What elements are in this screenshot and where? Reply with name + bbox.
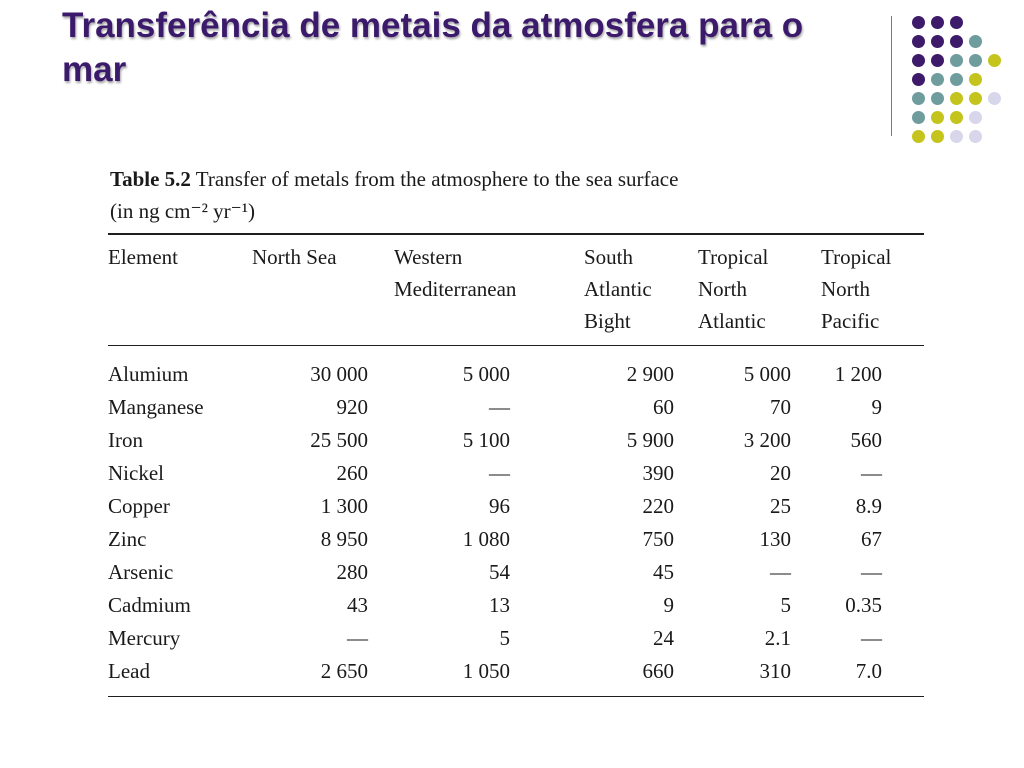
value-cell: 5 (499, 626, 510, 650)
value-cell: 1 300 (320, 494, 368, 518)
value-cell: 20 (770, 461, 791, 485)
value-cell: 310 (759, 659, 791, 683)
title-divider (891, 16, 892, 136)
value-cell: 9 (871, 395, 882, 419)
element-name-cell: Iron (108, 428, 143, 452)
element-name-cell: Lead (108, 659, 150, 683)
value-cell: 560 (850, 428, 882, 452)
value-cell: — (347, 626, 368, 650)
header-north-sea: North Sea (252, 245, 337, 269)
value-cell: 5 (780, 593, 791, 617)
value-cell: 920 (336, 395, 368, 419)
table-caption-text: Transfer of metals from the atmosphere to the sea surface (195, 167, 679, 191)
value-cell: — (489, 395, 510, 419)
element-name-cell: Zinc (108, 527, 147, 551)
value-cell: — (861, 461, 882, 485)
table-row (108, 655, 924, 696)
value-cell: 1 200 (834, 362, 882, 386)
value-cell: 1 080 (462, 527, 510, 551)
slide-title: Transferência de metais da atmosfera para o mar (62, 6, 804, 89)
value-cell: 67 (861, 527, 882, 551)
table-caption-units: (in ng cm⁻² yr⁻¹) (110, 199, 255, 223)
value-cell: 9 (663, 593, 674, 617)
value-cell: 8.9 (855, 494, 882, 518)
value-cell: 7.0 (855, 659, 882, 683)
element-name-cell: Copper (108, 494, 170, 518)
element-name-cell: Alumium (108, 362, 189, 386)
value-cell: — (489, 461, 510, 485)
table-header-row (108, 235, 924, 346)
value-cell: 0.35 (845, 593, 882, 617)
metals-transfer-table (108, 163, 924, 697)
value-cell: — (770, 560, 791, 584)
value-cell: 5 000 (743, 362, 791, 386)
element-name-cell: Nickel (108, 461, 164, 485)
value-cell: 1 050 (462, 659, 510, 683)
value-cell: 43 (347, 593, 368, 617)
header-element: Element (108, 245, 178, 269)
value-cell: — (861, 560, 882, 584)
value-cell: — (861, 626, 882, 650)
value-cell: 5 900 (626, 428, 674, 452)
table-row (108, 622, 924, 655)
value-cell: 5 100 (462, 428, 510, 452)
element-name-cell: Mercury (108, 626, 181, 650)
value-cell: 220 (642, 494, 674, 518)
table-header-rule-placeholder (108, 696, 924, 697)
table-caption (110, 163, 924, 227)
element-name-cell: Arsenic (108, 560, 174, 584)
table-row (108, 556, 924, 589)
value-cell: 3 200 (743, 428, 791, 452)
value-cell: 70 (770, 395, 791, 419)
value-cell: 30 000 (310, 362, 368, 386)
value-cell: 2.1 (764, 626, 791, 650)
value-cell: 280 (336, 560, 368, 584)
value-cell: 5 000 (462, 362, 510, 386)
value-cell: 8 950 (320, 527, 368, 551)
header-south-atlantic-bight: South Atlantic Bight (584, 245, 652, 333)
value-cell: 25 500 (310, 428, 368, 452)
value-cell: 130 (759, 527, 791, 551)
value-cell: 45 (653, 560, 674, 584)
value-cell: 2 900 (626, 362, 674, 386)
value-cell: 24 (653, 626, 674, 650)
table-row (108, 346, 924, 391)
table-row (108, 424, 924, 457)
table-row (108, 589, 924, 622)
value-cell: 2 650 (320, 659, 368, 683)
table-row (108, 490, 924, 523)
value-cell: 390 (642, 461, 674, 485)
data-table (108, 235, 924, 696)
table-row (108, 391, 924, 424)
value-cell: 25 (770, 494, 791, 518)
value-cell: 260 (336, 461, 368, 485)
value-cell: 60 (653, 395, 674, 419)
element-name-cell: Cadmium (108, 593, 191, 617)
value-cell: 54 (489, 560, 510, 584)
value-cell: 750 (642, 527, 674, 551)
table-row (108, 457, 924, 490)
table-row (108, 523, 924, 556)
value-cell: 660 (642, 659, 674, 683)
header-tropical-north-atlantic: Tropical North Atlantic (698, 245, 769, 333)
table-number: Table 5.2 (110, 167, 191, 191)
header-western-mediterranean: Western Mediterranean (394, 245, 517, 301)
header-tropical-north-pacific: Tropical North Pacific (821, 245, 892, 333)
value-cell: 13 (489, 593, 510, 617)
element-name-cell: Manganese (108, 395, 204, 419)
value-cell: 96 (489, 494, 510, 518)
